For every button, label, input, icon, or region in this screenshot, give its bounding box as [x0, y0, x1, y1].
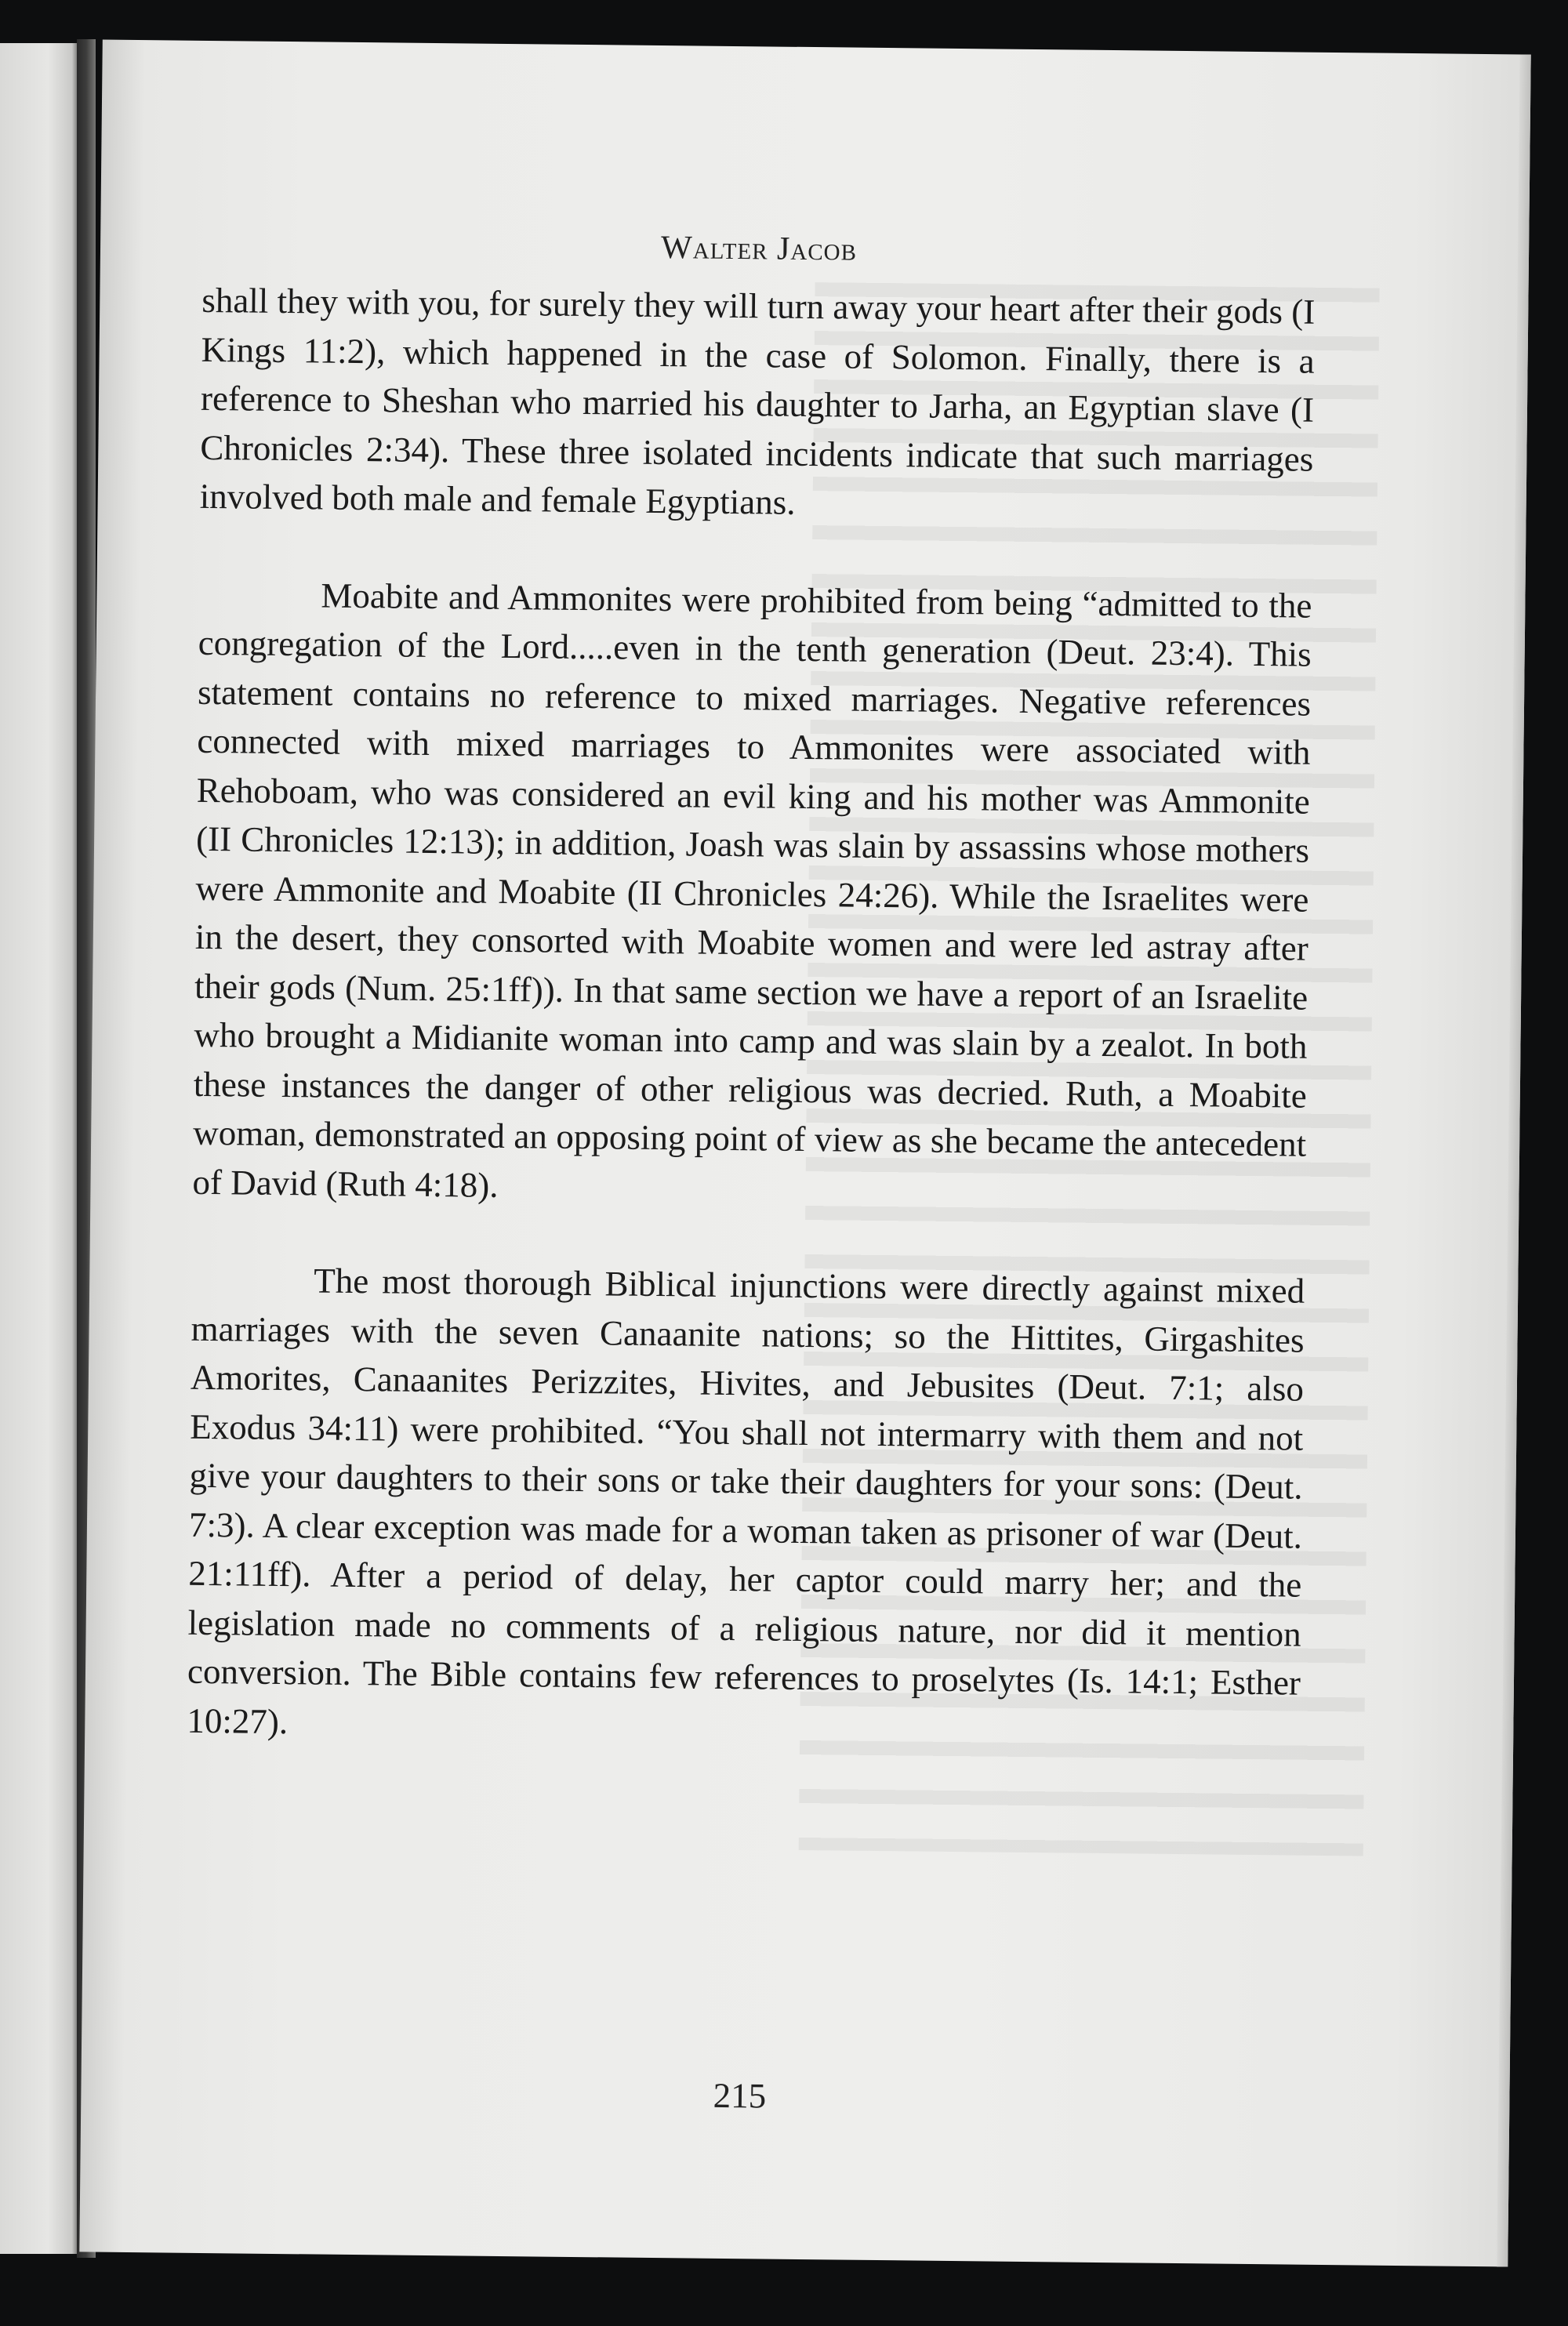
facing-page — [0, 43, 80, 2254]
page-number: 215 — [713, 2075, 767, 2116]
running-head: Walter Jacob — [660, 230, 858, 268]
paragraph-2: Moabite and Ammonites were prohibited from being “admitted to the congregation of the Lord.....even in the tenth generation (Deut. 23:4). This statement contains no reference to mixed marriages. Negative references connected with mixed marriages to Ammonites were associated with Rehoboam, who was considered an evil king and his mother was Ammonite (II Chronicles 12:13); in addition, Joash was slain by assassins whose mothers were Ammonite and Moabite (II Chronicles 24:26). While the Israelites were in the desert, they consorted with Moabite women and were led astray after their gods (Num. 25:1ff)). In that same section we have a report of an Israelite who brought a Midianite woman into camp and was slain by a zealot. In both these instances the danger of other religious was decried. Ruth, a Moabite woman, demonstrated an opposing point of view as she became the antecedent of David (Ruth 4:18). — [192, 575, 1312, 1205]
page-edge — [1497, 54, 1531, 2266]
page-content — [186, 230, 1316, 2116]
paragraph-3: The most thorough Biblical injunctions were directly against mixed marriages with the seven Canaanite nations; so the Hittites, Girgashites Amorites, Canaanites Perizzites, Hivites, and Jebusites (Deut. 7:1; also Exodus 34:11) were prohibited. “You shall not intermarry with them and not give your daughters to their sons or take their daughters for your sons: (Deut. 7:3). A clear exception was made for a woman taken as prisoner of war (Deut. 21:11ff). After a period of delay, her captor could marry her; and the legislation made no comments of a religious nature, nor did it mention conversion. The Bible contains few references to proselytes (Is. 14:1; Esther 10:27). — [187, 1261, 1305, 1741]
paragraph-1: shall they with you, for surely they will turn away your heart after their gods (I Kings 11:2), which happened in the case of Solomon. Finally, there is a reference to Sheshan who married his daughter to Jarha, an Egyptian slave (I Chronicles 2:34). These three isolated incidents indicate that such marriages involved both male and female Egyptians. — [199, 280, 1316, 522]
book-page — [79, 40, 1530, 2267]
